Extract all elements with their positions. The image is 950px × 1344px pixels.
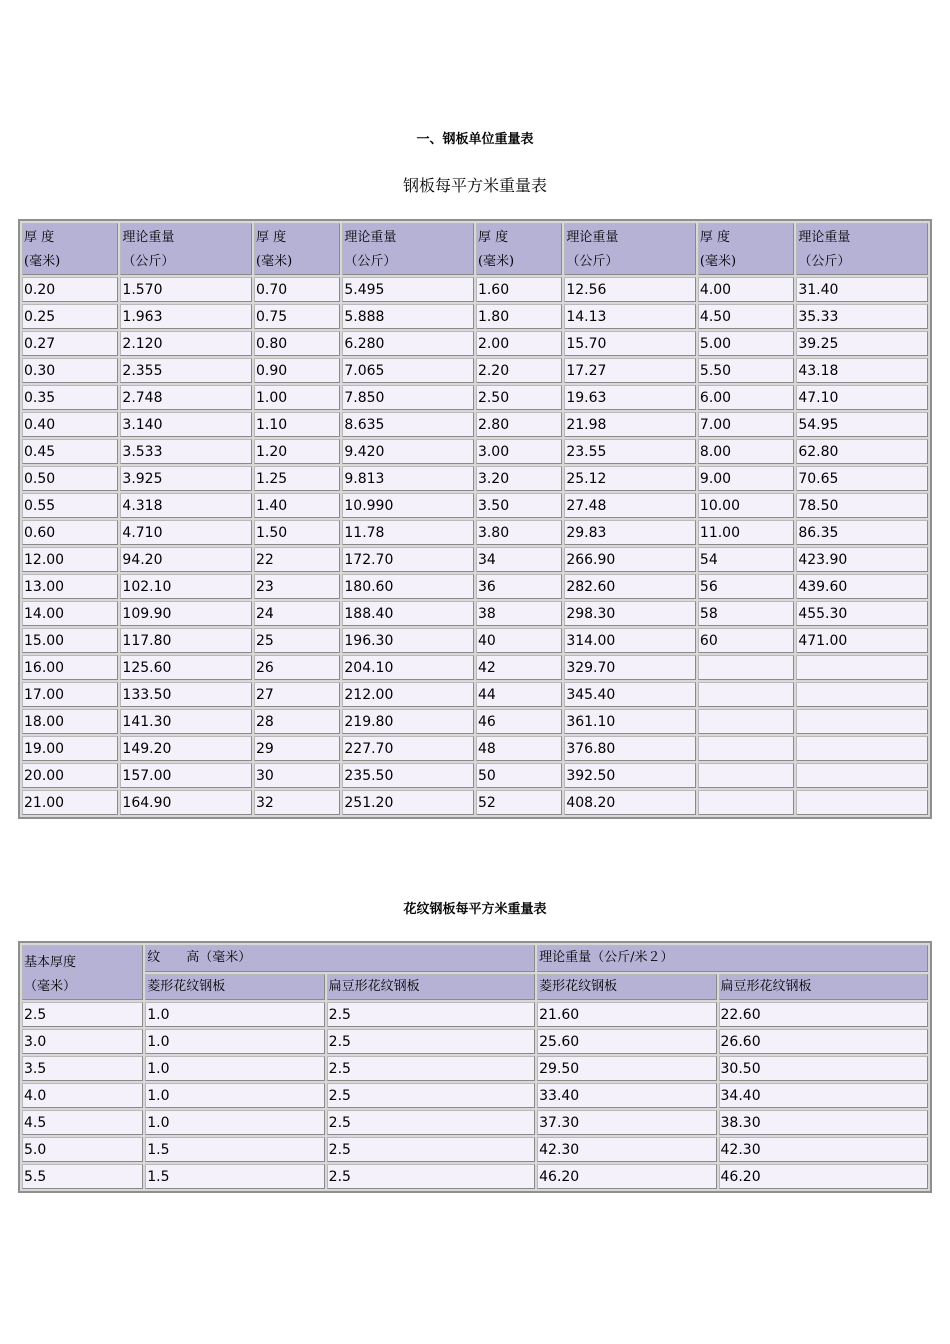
lentil-height-cell: 2.5 — [327, 1083, 535, 1108]
thickness-cell: 32 — [254, 790, 340, 815]
weight-cell: 86.35 — [796, 520, 928, 545]
lentil-weight-cell: 22.60 — [719, 1002, 928, 1027]
thickness-cell: 0.27 — [22, 331, 118, 356]
thickness-cell: 0.60 — [22, 520, 118, 545]
weight-cell: 314.00 — [564, 628, 696, 653]
thickness-cell: 46 — [476, 709, 562, 734]
weight-cell: 11.78 — [342, 520, 474, 545]
header-thickness — [476, 223, 562, 275]
table-row — [22, 682, 928, 707]
table-row — [22, 1137, 928, 1162]
thickness-cell: 15.00 — [22, 628, 118, 653]
diamond-weight-cell: 33.40 — [537, 1083, 716, 1108]
weight-cell: 5.495 — [342, 277, 474, 302]
weight-cell: 392.50 — [564, 763, 696, 788]
weight-cell: 5.888 — [342, 304, 474, 329]
weight-cell: 3.140 — [120, 412, 252, 437]
lentil-weight-cell: 30.50 — [719, 1056, 928, 1081]
header-theoretical-weight — [342, 223, 474, 275]
weight-cell: 2.120 — [120, 331, 252, 356]
header-line: 理论重量 — [344, 230, 397, 245]
weight-cell: 1.963 — [120, 304, 252, 329]
thickness-cell: 16.00 — [22, 655, 118, 680]
header-line: （公斤） — [566, 254, 619, 269]
header-theoretical-weight — [564, 223, 696, 275]
base-thickness-cell: 5.0 — [22, 1137, 143, 1162]
header-theoretical-weight — [120, 223, 252, 275]
thickness-cell: 0.80 — [254, 331, 340, 356]
header-line: (毫米) — [256, 254, 293, 269]
diamond-weight-cell: 46.20 — [537, 1164, 716, 1189]
thickness-cell: 36 — [476, 574, 562, 599]
thickness-cell: 1.20 — [254, 439, 340, 464]
thickness-cell: 2.50 — [476, 385, 562, 410]
weight-cell: 4.710 — [120, 520, 252, 545]
weight-cell: 298.30 — [564, 601, 696, 626]
weight-cell: 8.635 — [342, 412, 474, 437]
weight-cell: 78.50 — [796, 493, 928, 518]
header-diamond-plate: 菱形花纹钢板 — [145, 974, 324, 1001]
weight-cell: 204.10 — [342, 655, 474, 680]
thickness-cell: 0.25 — [22, 304, 118, 329]
weight-cell: 10.990 — [342, 493, 474, 518]
table-row — [22, 304, 928, 329]
table-row — [22, 412, 928, 437]
header-theoretical-weight: 理论重量（公斤/米２） — [537, 945, 928, 972]
weight-cell: 180.60 — [342, 574, 474, 599]
base-thickness-cell: 3.5 — [22, 1056, 143, 1081]
thickness-cell: 1.60 — [476, 277, 562, 302]
table-row — [22, 763, 928, 788]
thickness-cell: 1.25 — [254, 466, 340, 491]
thickness-cell: 0.55 — [22, 493, 118, 518]
lentil-height-cell: 2.5 — [327, 1137, 535, 1162]
weight-cell — [796, 709, 928, 734]
weight-cell: 62.80 — [796, 439, 928, 464]
weight-cell — [796, 682, 928, 707]
weight-cell: 19.63 — [564, 385, 696, 410]
lentil-weight-cell: 38.30 — [719, 1110, 928, 1135]
weight-cell: 188.40 — [342, 601, 474, 626]
diamond-height-cell: 1.5 — [145, 1137, 324, 1162]
weight-cell: 227.70 — [342, 736, 474, 761]
thickness-cell: 1.10 — [254, 412, 340, 437]
diamond-weight-cell: 29.50 — [537, 1056, 716, 1081]
table-row — [22, 1164, 928, 1189]
thickness-cell: 0.70 — [254, 277, 340, 302]
table-row — [22, 736, 928, 761]
weight-cell: 141.30 — [120, 709, 252, 734]
diamond-weight-cell: 25.60 — [537, 1029, 716, 1054]
thickness-cell: 44 — [476, 682, 562, 707]
thickness-cell: 5.50 — [698, 358, 794, 383]
thickness-cell: 25 — [254, 628, 340, 653]
thickness-cell: 2.00 — [476, 331, 562, 356]
thickness-cell: 22 — [254, 547, 340, 572]
checkered-plate-weight-table — [18, 941, 932, 1193]
weight-cell: 133.50 — [120, 682, 252, 707]
weight-cell — [796, 790, 928, 815]
weight-cell: 9.420 — [342, 439, 474, 464]
weight-cell: 1.570 — [120, 277, 252, 302]
header-thickness — [698, 223, 794, 275]
thickness-cell: 1.80 — [476, 304, 562, 329]
table-row — [22, 493, 928, 518]
diamond-height-cell: 1.0 — [145, 1029, 324, 1054]
weight-cell: 266.90 — [564, 547, 696, 572]
header-theoretical-weight — [796, 223, 928, 275]
weight-cell: 27.48 — [564, 493, 696, 518]
diamond-height-cell: 1.0 — [145, 1083, 324, 1108]
weight-cell: 21.98 — [564, 412, 696, 437]
lentil-height-cell: 2.5 — [327, 1110, 535, 1135]
weight-cell: 235.50 — [342, 763, 474, 788]
table-row — [22, 331, 928, 356]
weight-cell: 455.30 — [796, 601, 928, 626]
weight-cell: 54.95 — [796, 412, 928, 437]
thickness-cell: 11.00 — [698, 520, 794, 545]
thickness-cell: 9.00 — [698, 466, 794, 491]
thickness-cell: 21.00 — [22, 790, 118, 815]
header-line: （公斤） — [122, 254, 175, 269]
thickness-cell: 1.00 — [254, 385, 340, 410]
weight-cell: 7.065 — [342, 358, 474, 383]
weight-cell: 439.60 — [796, 574, 928, 599]
header-line: 厚 度 — [477, 230, 509, 245]
header-line: 厚 度 — [24, 230, 55, 245]
thickness-cell: 5.00 — [698, 331, 794, 356]
diamond-height-cell: 1.0 — [145, 1002, 324, 1027]
thickness-cell: 0.40 — [22, 412, 118, 437]
table-row — [22, 466, 928, 491]
table-row — [22, 385, 928, 410]
thickness-cell: 0.90 — [254, 358, 340, 383]
thickness-cell: 18.00 — [22, 709, 118, 734]
thickness-cell: 28 — [254, 709, 340, 734]
weight-cell: 164.90 — [120, 790, 252, 815]
table-row — [22, 1029, 928, 1054]
thickness-cell: 34 — [476, 547, 562, 572]
weight-cell: 15.70 — [564, 331, 696, 356]
thickness-cell: 0.75 — [254, 304, 340, 329]
thickness-cell: 38 — [476, 601, 562, 626]
table-header-row — [22, 223, 928, 275]
header-line: 厚 度 — [699, 230, 731, 245]
table-row — [22, 574, 928, 599]
thickness-cell: 29 — [254, 736, 340, 761]
thickness-cell: 13.00 — [22, 574, 118, 599]
table-row — [22, 601, 928, 626]
thickness-cell: 23 — [254, 574, 340, 599]
thickness-cell: 12.00 — [22, 547, 118, 572]
weight-cell: 23.55 — [564, 439, 696, 464]
thickness-cell: 0.50 — [22, 466, 118, 491]
header-line: 厚 度 — [256, 230, 287, 245]
table-row — [22, 439, 928, 464]
header-line: 基本厚度 — [24, 955, 77, 970]
thickness-cell — [698, 763, 794, 788]
thickness-cell: 3.00 — [476, 439, 562, 464]
weight-cell: 29.83 — [564, 520, 696, 545]
thickness-cell: 19.00 — [22, 736, 118, 761]
weight-cell: 4.318 — [120, 493, 252, 518]
weight-cell: 219.80 — [342, 709, 474, 734]
header-line: (毫米) — [24, 254, 61, 269]
base-thickness-cell: 3.0 — [22, 1029, 143, 1054]
weight-cell: 102.10 — [120, 574, 252, 599]
thickness-cell: 50 — [476, 763, 562, 788]
table-row — [22, 1083, 928, 1108]
weight-cell: 117.80 — [120, 628, 252, 653]
diamond-weight-cell: 21.60 — [537, 1002, 716, 1027]
lentil-height-cell: 2.5 — [327, 1002, 535, 1027]
header-line: （公斤） — [344, 254, 397, 269]
thickness-cell — [698, 655, 794, 680]
header-line: （公斤） — [798, 254, 851, 269]
weight-cell: 329.70 — [564, 655, 696, 680]
diamond-height-cell: 1.5 — [145, 1164, 324, 1189]
thickness-cell: 0.20 — [22, 277, 118, 302]
header-line: 理论重量 — [122, 230, 175, 245]
header-lentil-plate: 扁豆形花纹钢板 — [327, 974, 535, 1001]
weight-cell: 7.850 — [342, 385, 474, 410]
table-row — [22, 277, 928, 302]
header-line: (毫米) — [699, 254, 737, 269]
thickness-cell: 26 — [254, 655, 340, 680]
table-row — [22, 628, 928, 653]
table-row — [22, 1110, 928, 1135]
diamond-weight-cell: 42.30 — [537, 1137, 716, 1162]
header-base-thickness — [22, 945, 143, 1000]
header-line: （毫米） — [24, 979, 77, 994]
weight-cell: 109.90 — [120, 601, 252, 626]
weight-cell — [796, 655, 928, 680]
thickness-cell — [698, 682, 794, 707]
weight-cell: 376.80 — [564, 736, 696, 761]
thickness-cell: 8.00 — [698, 439, 794, 464]
thickness-cell: 3.50 — [476, 493, 562, 518]
thickness-cell: 4.50 — [698, 304, 794, 329]
table-row — [22, 655, 928, 680]
weight-cell: 471.00 — [796, 628, 928, 653]
diamond-height-cell: 1.0 — [145, 1056, 324, 1081]
base-thickness-cell: 4.0 — [22, 1083, 143, 1108]
table-subheader-row — [22, 974, 928, 1001]
header-line: (毫米) — [477, 254, 515, 269]
table-row — [22, 547, 928, 572]
thickness-cell: 27 — [254, 682, 340, 707]
weight-cell: 3.533 — [120, 439, 252, 464]
weight-cell: 2.355 — [120, 358, 252, 383]
base-thickness-cell: 2.5 — [22, 1002, 143, 1027]
header-thickness — [254, 223, 340, 275]
thickness-cell: 24 — [254, 601, 340, 626]
header-line: 理论重量 — [798, 230, 851, 245]
weight-cell: 70.65 — [796, 466, 928, 491]
thickness-cell: 2.80 — [476, 412, 562, 437]
weight-cell: 31.40 — [796, 277, 928, 302]
table-row — [22, 709, 928, 734]
table-header-row — [22, 945, 928, 972]
steel-plate-weight-table — [18, 219, 932, 819]
header-lentil-plate: 扁豆形花纹钢板 — [719, 974, 928, 1001]
thickness-cell: 40 — [476, 628, 562, 653]
weight-cell: 3.925 — [120, 466, 252, 491]
thickness-cell: 3.20 — [476, 466, 562, 491]
thickness-cell — [698, 736, 794, 761]
thickness-cell — [698, 709, 794, 734]
thickness-cell: 58 — [698, 601, 794, 626]
weight-cell: 25.12 — [564, 466, 696, 491]
checkered-plate-table-title: 花纹钢板每平方米重量表 — [403, 902, 547, 917]
weight-cell: 39.25 — [796, 331, 928, 356]
diamond-height-cell: 1.0 — [145, 1110, 324, 1135]
thickness-cell: 54 — [698, 547, 794, 572]
header-thickness — [22, 223, 118, 275]
header-pattern-height: 纹 高（毫米） — [145, 945, 535, 972]
weight-cell: 361.10 — [564, 709, 696, 734]
lentil-weight-cell: 34.40 — [719, 1083, 928, 1108]
thickness-cell: 14.00 — [22, 601, 118, 626]
base-thickness-cell: 5.5 — [22, 1164, 143, 1189]
weight-cell: 12.56 — [564, 277, 696, 302]
weight-cell: 157.00 — [120, 763, 252, 788]
weight-cell: 212.00 — [342, 682, 474, 707]
header-diamond-plate: 菱形花纹钢板 — [537, 974, 716, 1001]
section-title: 一、钢板单位重量表 — [416, 132, 534, 147]
thickness-cell: 6.00 — [698, 385, 794, 410]
diamond-weight-cell: 37.30 — [537, 1110, 716, 1135]
weight-cell: 94.20 — [120, 547, 252, 572]
lentil-weight-cell: 46.20 — [719, 1164, 928, 1189]
thickness-cell: 20.00 — [22, 763, 118, 788]
weight-cell: 251.20 — [342, 790, 474, 815]
weight-cell: 43.18 — [796, 358, 928, 383]
thickness-cell: 1.50 — [254, 520, 340, 545]
weight-cell: 149.20 — [120, 736, 252, 761]
thickness-cell: 60 — [698, 628, 794, 653]
weight-cell — [796, 736, 928, 761]
thickness-cell: 30 — [254, 763, 340, 788]
base-thickness-cell: 4.5 — [22, 1110, 143, 1135]
weight-cell: 2.748 — [120, 385, 252, 410]
thickness-cell: 3.80 — [476, 520, 562, 545]
lentil-height-cell: 2.5 — [327, 1164, 535, 1189]
table-row — [22, 358, 928, 383]
thickness-cell: 0.35 — [22, 385, 118, 410]
thickness-cell: 42 — [476, 655, 562, 680]
weight-cell: 408.20 — [564, 790, 696, 815]
lentil-weight-cell: 26.60 — [719, 1029, 928, 1054]
thickness-cell: 4.00 — [698, 277, 794, 302]
thickness-cell: 2.20 — [476, 358, 562, 383]
lentil-height-cell: 2.5 — [327, 1056, 535, 1081]
weight-cell: 423.90 — [796, 547, 928, 572]
table-row — [22, 1056, 928, 1081]
weight-cell: 172.70 — [342, 547, 474, 572]
weight-cell: 196.30 — [342, 628, 474, 653]
weight-cell: 14.13 — [564, 304, 696, 329]
thickness-cell: 0.30 — [22, 358, 118, 383]
weight-cell: 345.40 — [564, 682, 696, 707]
weight-cell: 6.280 — [342, 331, 474, 356]
weight-cell: 17.27 — [564, 358, 696, 383]
thickness-cell: 56 — [698, 574, 794, 599]
steel-plate-table-title: 钢板每平方米重量表 — [402, 176, 547, 195]
thickness-cell: 10.00 — [698, 493, 794, 518]
thickness-cell — [698, 790, 794, 815]
thickness-cell: 0.45 — [22, 439, 118, 464]
weight-cell: 125.60 — [120, 655, 252, 680]
weight-cell: 9.813 — [342, 466, 474, 491]
weight-cell: 282.60 — [564, 574, 696, 599]
thickness-cell: 48 — [476, 736, 562, 761]
table-row — [22, 520, 928, 545]
weight-cell — [796, 763, 928, 788]
thickness-cell: 52 — [476, 790, 562, 815]
table-row — [22, 1002, 928, 1027]
table-row — [22, 790, 928, 815]
thickness-cell: 7.00 — [698, 412, 794, 437]
weight-cell: 47.10 — [796, 385, 928, 410]
lentil-weight-cell: 42.30 — [719, 1137, 928, 1162]
thickness-cell: 1.40 — [254, 493, 340, 518]
header-line: 理论重量 — [566, 230, 619, 245]
thickness-cell: 17.00 — [22, 682, 118, 707]
weight-cell: 35.33 — [796, 304, 928, 329]
lentil-height-cell: 2.5 — [327, 1029, 535, 1054]
